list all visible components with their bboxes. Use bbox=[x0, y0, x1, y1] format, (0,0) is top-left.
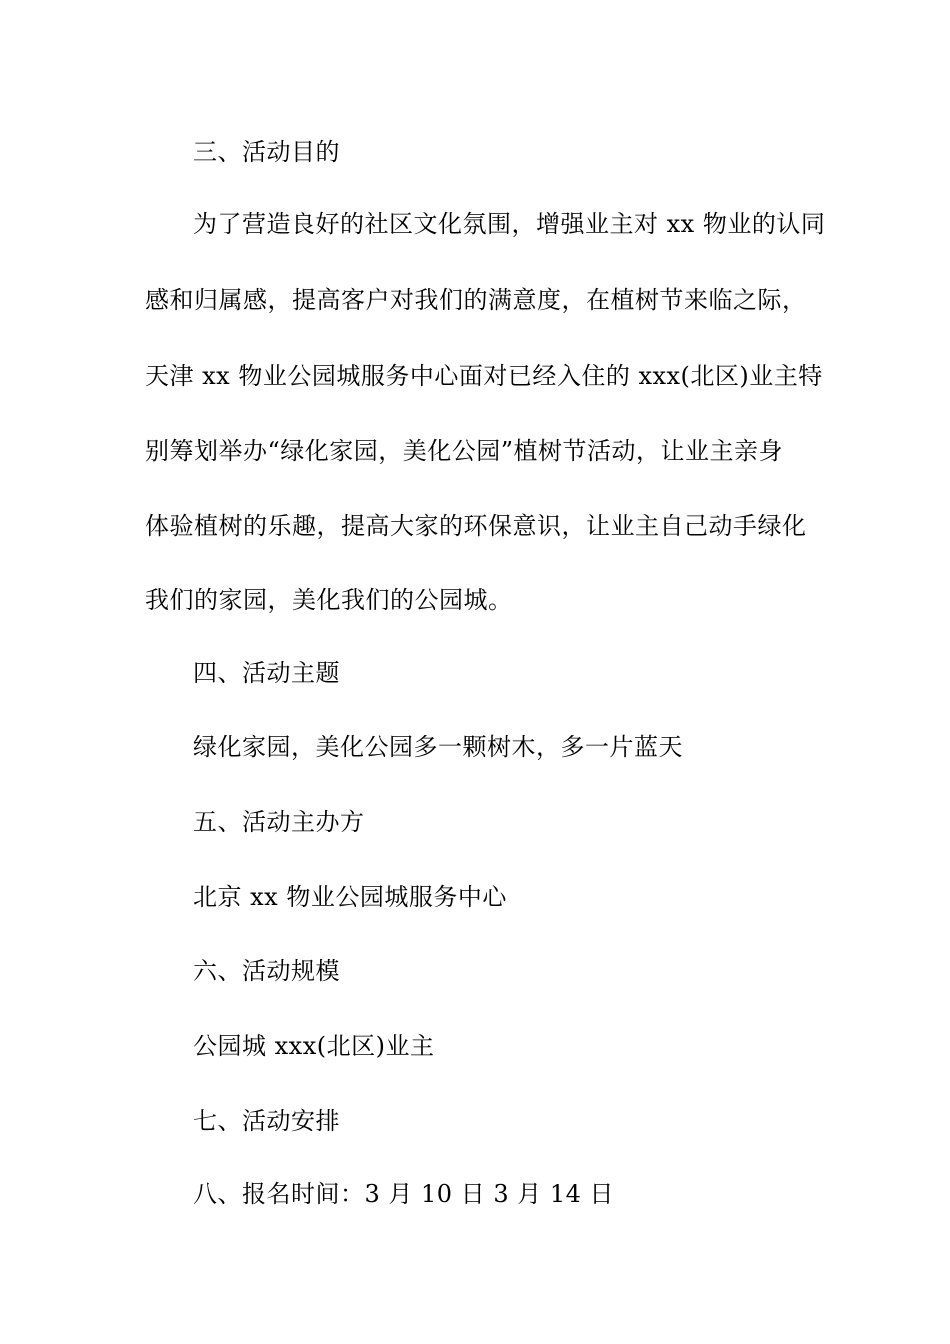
paragraph-line: 我们的家园，美化我们的公园城。 bbox=[145, 586, 513, 614]
paragraph-line: 天津 xx 物业公园城服务中心面对已经入住的 xxx(北区)业主特 bbox=[145, 362, 823, 390]
section-body-theme: 绿化家园，美化公园多一颗树木，多一片蓝天 bbox=[193, 733, 683, 761]
section-body-scale: 公园城 xxx(北区)业主 bbox=[193, 1032, 435, 1060]
section-heading-theme: 四、活动主题 bbox=[193, 659, 340, 687]
section-heading-scale: 六、活动规模 bbox=[193, 957, 340, 985]
paragraph-line: 体验植树的乐趣，提高大家的环保意识，让业主自己动手绿化 bbox=[145, 512, 807, 540]
section-heading-organizer: 五、活动主办方 bbox=[193, 808, 365, 836]
paragraph-line: 别筹划举办“绿化家园，美化公园”植树节活动，让业主亲身 bbox=[145, 437, 784, 465]
paragraph-line: 为了营造良好的社区文化氛围，增强业主对 xx 物业的认同 bbox=[193, 210, 826, 238]
section-heading-registration: 八、报名时间：3 月 10 日 3 月 14 日 bbox=[193, 1180, 615, 1208]
section-heading-arrangement: 七、活动安排 bbox=[193, 1107, 340, 1135]
paragraph-line: 感和归属感，提高客户对我们的满意度，在植树节来临之际， bbox=[145, 286, 807, 314]
section-body-organizer: 北京 xx 物业公园城服务中心 bbox=[193, 883, 507, 911]
section-heading-purpose: 三、活动目的 bbox=[193, 138, 340, 166]
